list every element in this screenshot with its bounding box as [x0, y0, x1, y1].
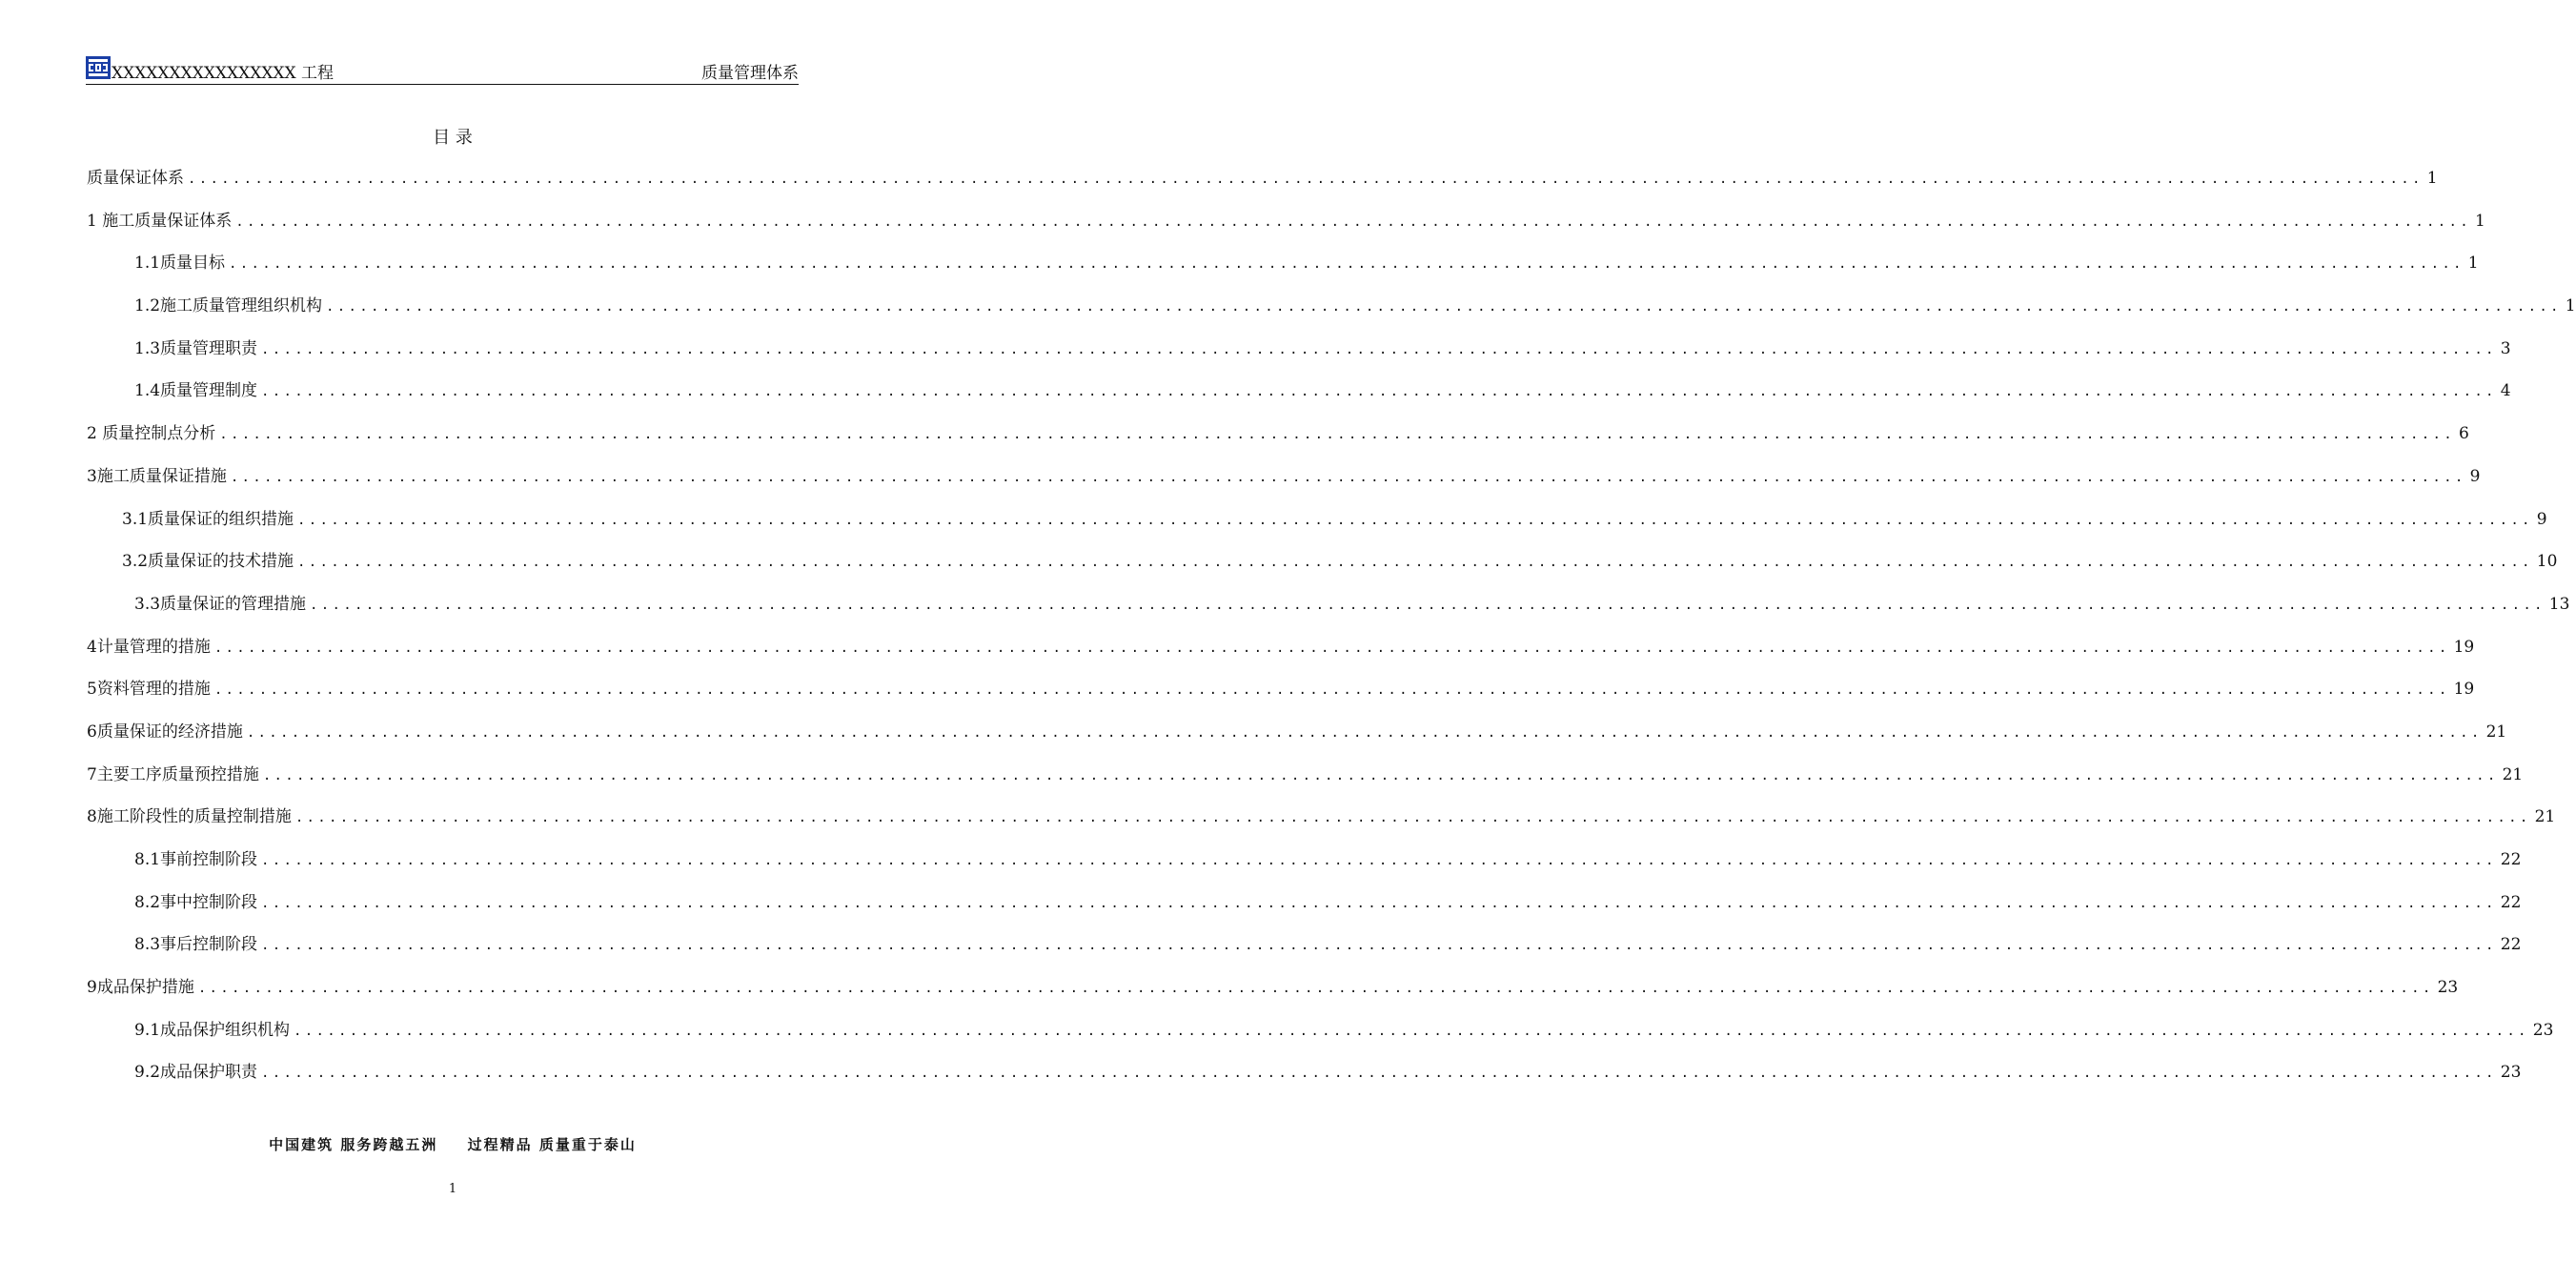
toc-leader-dots: ........................................................................................................................................................................................................: [230, 469, 2466, 485]
toc-entry[interactable]: [87, 761, 2524, 803]
toc-entry-label: 9.2成品保护职责: [134, 1063, 258, 1083]
toc-entry-label: 7主要工序质量预控措施: [87, 764, 259, 784]
toc-leader-dots: ........................................................................................................................................................................................................: [294, 1023, 2529, 1039]
footer-slogan-left: 中国建筑 服务跨越五洲: [269, 1136, 438, 1153]
toc-entry-page: 21: [2502, 764, 2524, 784]
toc-entry[interactable]: [87, 505, 2547, 548]
toc-leader-dots: ........................................................................................................................................................................................................: [261, 341, 2497, 357]
toc-entry[interactable]: [87, 803, 2556, 845]
toc-entry-page: 23: [2500, 1063, 2522, 1083]
page-header: [86, 55, 799, 84]
toc-entry-label: 3.3质量保证的管理措施: [134, 594, 307, 614]
toc-entry[interactable]: [87, 633, 2475, 676]
toc-entry-label: 4计量管理的措施: [87, 637, 211, 657]
toc-leader-dots: ........................................................................................................................................................................................................: [297, 555, 2533, 571]
table-of-contents: [87, 164, 2576, 1101]
toc-entry-label: 1 施工质量保证体系: [87, 211, 233, 231]
toc-entry-label: 3施工质量保证措施: [87, 466, 227, 486]
toc-entry[interactable]: [87, 249, 2479, 292]
toc-leader-dots: ........................................................................................................................................................................................................: [219, 427, 2455, 443]
toc-entry-label: 8.3事后控制阶段: [134, 935, 258, 955]
toc-leader-dots: ........................................................................................................................................................................................................: [197, 981, 2434, 997]
toc-entry-page: 23: [2437, 978, 2459, 998]
footer-slogan: [0, 1134, 905, 1154]
toc-entry-label: 1.2施工质量管理组织机构: [134, 296, 323, 316]
toc-entry-page: 13: [2548, 594, 2570, 614]
toc-entry-page: 4: [2500, 381, 2511, 401]
toc-entry-page: 23: [2532, 1020, 2554, 1040]
toc-entry-page: 10: [2536, 552, 2558, 572]
toc-entry-page: 6: [2458, 424, 2469, 444]
toc-entry[interactable]: [87, 1058, 2522, 1101]
toc-leader-dots: ........................................................................................................................................................................................................: [213, 640, 2450, 656]
toc-entry-page: 1: [2467, 254, 2479, 274]
header-document-type: 质量管理体系: [701, 64, 799, 83]
toc-entry-page: 22: [2500, 892, 2522, 912]
toc-entry-page: 1: [2474, 211, 2485, 231]
toc-entry-label: 质量保证体系: [87, 169, 184, 188]
toc-leader-dots: ........................................................................................................................................................................................................: [213, 682, 2450, 699]
toc-entry[interactable]: [87, 718, 2507, 761]
toc-entry-page: 9: [2469, 466, 2481, 486]
toc-entry-label: 1.1质量目标: [134, 254, 226, 274]
toc-entry-label: 1.4质量管理制度: [134, 381, 258, 401]
toc-entry[interactable]: [87, 292, 2576, 335]
toc-leader-dots: ........................................................................................................................................................................................................: [294, 810, 2531, 826]
toc-entry-label: 3.1质量保证的组织措施: [122, 509, 294, 529]
toc-entry-label: 6质量保证的经济措施: [87, 722, 243, 742]
toc-entry[interactable]: [87, 1016, 2554, 1059]
toc-entry-label: 9成品保护措施: [87, 978, 194, 998]
toc-entry-label: 8施工阶段性的质量控制措施: [87, 807, 292, 827]
toc-leader-dots: ........................................................................................................................................................................................................: [261, 384, 2497, 400]
toc-entry-label: 8.1事前控制阶段: [134, 850, 258, 869]
toc-leader-dots: ........................................................................................................................................................................................................: [297, 512, 2533, 528]
toc-leader-dots: ........................................................................................................................................................................................................: [229, 256, 2464, 273]
toc-entry[interactable]: [87, 930, 2522, 973]
toc-entry[interactable]: [87, 590, 2570, 633]
toc-leader-dots: ........................................................................................................................................................................................................: [261, 895, 2497, 911]
toc-title: 目 录: [433, 128, 473, 148]
cscec-logo-icon: [86, 56, 111, 79]
toc-entry[interactable]: [87, 207, 2485, 250]
toc-entry-label: 9.1成品保护组织机构: [134, 1020, 291, 1040]
toc-entry[interactable]: [87, 973, 2459, 1016]
header-divider: [86, 84, 799, 85]
footer-slogan-right: 过程精品 质量重于泰山: [467, 1136, 637, 1153]
toc-leader-dots: ........................................................................................................................................................................................................: [235, 214, 2471, 230]
toc-entry-page: 21: [2534, 807, 2556, 827]
toc-entry[interactable]: [87, 419, 2469, 462]
toc-entry-page: 1: [2426, 169, 2438, 188]
toc-entry-page: 22: [2500, 935, 2522, 955]
toc-leader-dots: ........................................................................................................................................................................................................: [310, 597, 2546, 613]
toc-entry-label: 1.3质量管理职责: [134, 338, 258, 358]
toc-leader-dots: ........................................................................................................................................................................................................: [326, 299, 2562, 315]
toc-leader-dots: ........................................................................................................................................................................................................: [246, 724, 2483, 741]
toc-entry[interactable]: [87, 675, 2475, 718]
toc-entry-page: 21: [2485, 722, 2507, 742]
toc-entry-page: 9: [2536, 509, 2547, 529]
toc-entry-label: 5资料管理的措施: [87, 680, 211, 700]
toc-entry-label: 2 质量控制点分析: [87, 424, 216, 444]
toc-entry-label: 3.2质量保证的技术措施: [122, 552, 294, 572]
toc-entry-page: 19: [2453, 637, 2475, 657]
toc-leader-dots: ........................................................................................................................................................................................................: [262, 767, 2499, 783]
toc-entry[interactable]: [87, 547, 2558, 590]
toc-leader-dots: ........................................................................................................................................................................................................: [261, 853, 2497, 868]
toc-entry-page: 1: [2565, 296, 2576, 316]
header-project-name: XXXXXXXXXXXXXXXX 工程: [112, 64, 335, 83]
page-number: 1: [448, 1182, 457, 1196]
toc-entry-label: 8.2事中控制阶段: [134, 892, 258, 912]
toc-leader-dots: ........................................................................................................................................................................................................: [188, 172, 2424, 187]
toc-entry-page: 22: [2500, 850, 2522, 869]
toc-entry-page: 3: [2500, 338, 2511, 358]
toc-entry[interactable]: [87, 845, 2522, 888]
toc-entry-page: 19: [2453, 680, 2475, 700]
toc-leader-dots: ........................................................................................................................................................................................................: [261, 938, 2497, 954]
toc-entry[interactable]: [87, 462, 2481, 505]
toc-leader-dots: ........................................................................................................................................................................................................: [261, 1066, 2497, 1082]
toc-entry[interactable]: [87, 164, 2438, 207]
toc-entry[interactable]: [87, 335, 2511, 377]
toc-entry[interactable]: [87, 888, 2522, 931]
toc-entry[interactable]: [87, 376, 2511, 419]
